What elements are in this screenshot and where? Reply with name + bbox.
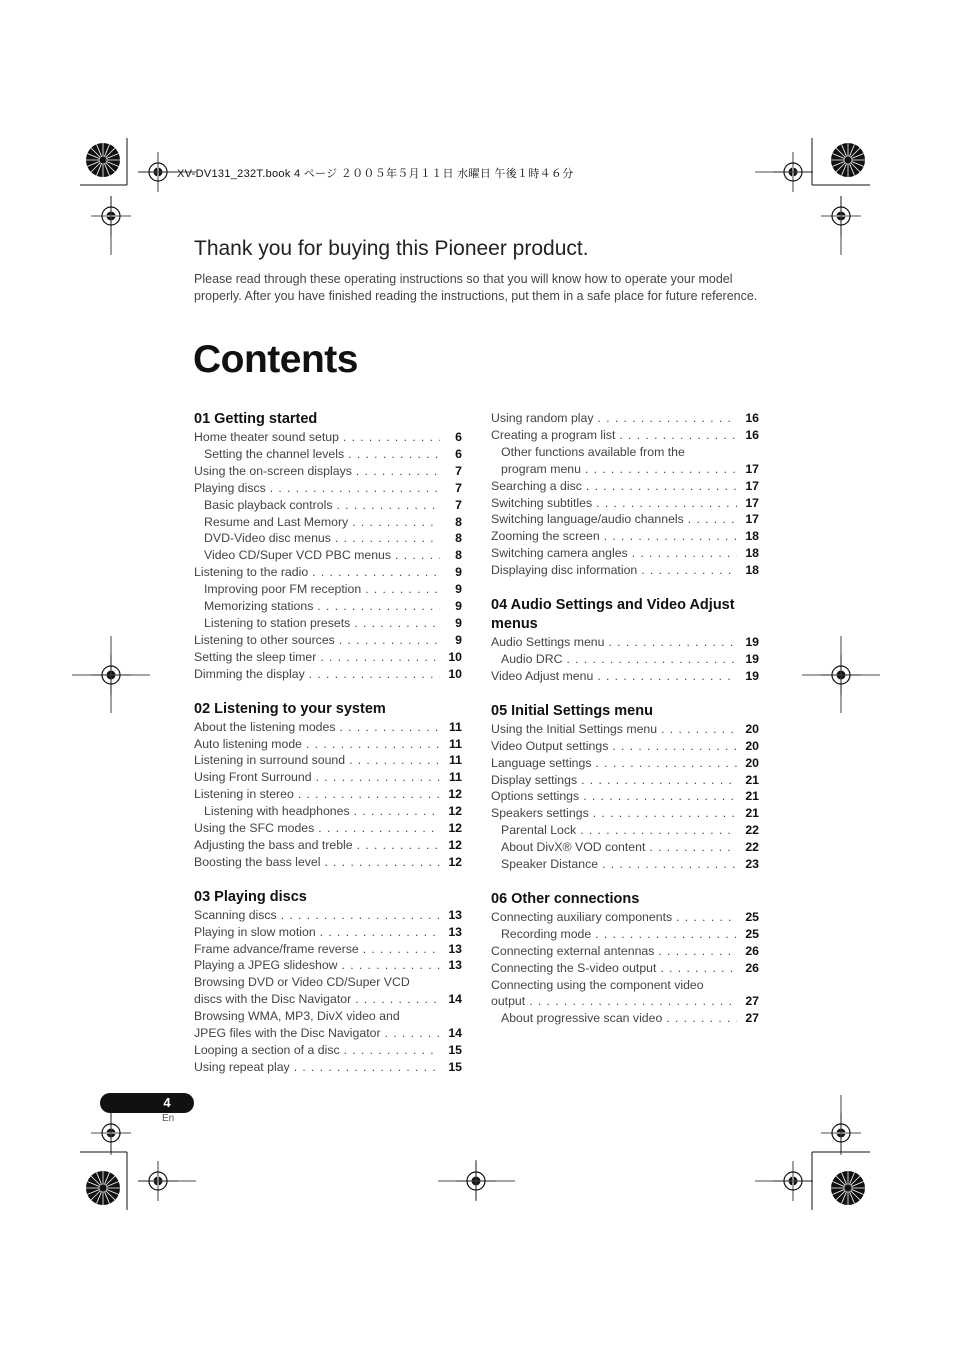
page-language: En xyxy=(162,1113,175,1124)
contents-title: Contents xyxy=(193,338,358,381)
toc-entry[interactable]: output . . . 27 xyxy=(491,993,759,1010)
toc-entry-line[interactable]: Browsing WMA, MP3, DivX video and xyxy=(194,1009,400,1024)
section-title: 04 Audio Settings and Video Adjust menus xyxy=(491,597,735,633)
toc-entry[interactable]: Listening to station presets . . . 9 xyxy=(194,615,462,632)
toc-entry[interactable]: About the listening modes . . . 11 xyxy=(194,719,462,736)
toc-entry[interactable]: Setting the channel levels . . . 6 xyxy=(194,446,462,463)
section-title: 01 Getting started xyxy=(194,411,318,427)
section-title: 03 Playing discs xyxy=(194,888,307,905)
toc-entry[interactable]: DVD-Video disc menus . . . 8 xyxy=(194,530,462,547)
toc-entry-line[interactable]: Other functions available from the xyxy=(501,444,685,459)
toc-entry[interactable]: Connecting auxiliary components . . . 25 xyxy=(491,909,759,926)
page-headline: Thank you for buying this Pioneer product. xyxy=(194,237,589,260)
toc-entry[interactable]: Listening with headphones . . . 12 xyxy=(194,803,462,820)
section-title: 05 Initial Settings menu xyxy=(491,702,653,719)
toc-entry[interactable]: Using random play . . . 16 xyxy=(491,410,759,427)
toc-entry[interactable]: Setting the sleep timer . . . 10 xyxy=(194,649,462,666)
toc-entry[interactable]: Video Adjust menu . . . 19 xyxy=(491,668,759,685)
toc-entry[interactable]: Scanning discs . . . 13 xyxy=(194,907,462,924)
toc-entry[interactable]: Improving poor FM reception . . . 9 xyxy=(194,581,462,598)
toc-entry[interactable]: Home theater sound setup . . . 6 xyxy=(194,429,462,446)
toc-entry[interactable]: Searching a disc . . . 17 xyxy=(491,478,759,495)
toc-section-audio-video xyxy=(491,596,759,685)
toc-entry[interactable]: Recording mode . . . 25 xyxy=(491,926,759,943)
toc-entry[interactable]: Creating a program list . . . 16 xyxy=(491,427,759,444)
toc-entry[interactable]: Displaying disc information . . . 18 xyxy=(491,562,759,579)
toc-entry[interactable]: discs with the Disc Navigator . . . 14 xyxy=(194,991,462,1008)
toc-section-getting-started xyxy=(194,410,462,683)
toc-entry[interactable]: Using the Initial Settings menu . . . 20 xyxy=(491,721,759,738)
toc-section-initial-settings xyxy=(491,702,759,873)
toc-entry[interactable]: Memorizing stations . . . 9 xyxy=(194,598,462,615)
toc-entry[interactable]: Switching camera angles . . . 18 xyxy=(491,545,759,562)
toc-entry-line[interactable]: Connecting using the component video xyxy=(491,977,704,992)
toc-entry[interactable]: Listening to other sources . . . 9 xyxy=(194,632,462,649)
toc-entry[interactable]: Using the on-screen displays . . . 7 xyxy=(194,463,462,480)
toc-entry[interactable]: Options settings . . . 21 xyxy=(491,788,759,805)
toc-entry[interactable]: Video CD/Super VCD PBC menus . . . 8 xyxy=(194,547,462,564)
section-title: 02 Listening to your system xyxy=(194,700,386,717)
intro-paragraph: Please read through these operating instructions so that you will know how to operate your model properly. After you have finished reading the instructions, put them in a safe place for future reference. xyxy=(194,272,758,303)
toc-entry[interactable]: Video Output settings . . . 20 xyxy=(491,738,759,755)
toc-entry[interactable]: Looping a section of a disc . . . 15 xyxy=(194,1042,462,1059)
toc-entry[interactable]: Basic playback controls . . . 7 xyxy=(194,497,462,514)
page-number-badge xyxy=(100,1093,194,1113)
toc-entry[interactable]: Connecting the S-video output . . . 26 xyxy=(491,960,759,977)
toc-section-playing-discs xyxy=(194,888,462,1076)
toc-entry[interactable]: program menu . . . 17 xyxy=(491,461,759,478)
toc-entry[interactable]: Boosting the bass level . . . 12 xyxy=(194,854,462,871)
toc-entry[interactable]: Frame advance/frame reverse . . . 13 xyxy=(194,941,462,958)
toc-entry[interactable]: Playing discs . . . 7 xyxy=(194,480,462,497)
toc-entry[interactable]: JPEG files with the Disc Navigator . . . 14 xyxy=(194,1025,462,1042)
toc-entry[interactable]: About progressive scan video . . . 27 xyxy=(491,1010,759,1027)
toc-entry[interactable]: Using Front Surround . . . 11 xyxy=(194,769,462,786)
toc-section-other-connections xyxy=(491,890,759,1027)
toc-entry[interactable]: Resume and Last Memory . . . 8 xyxy=(194,514,462,531)
toc-entry[interactable]: Speaker Distance . . . 23 xyxy=(491,856,759,873)
toc-entry[interactable]: Listening to the radio . . . 9 xyxy=(194,564,462,581)
toc-entry[interactable]: Listening in surround sound . . . 11 xyxy=(194,752,462,769)
toc-entry[interactable]: Audio DRC . . . 19 xyxy=(491,651,759,668)
toc-section-playing-discs-continued xyxy=(491,410,759,579)
toc-entry[interactable]: Switching subtitles . . . 17 xyxy=(491,495,759,512)
toc-left-column xyxy=(194,410,462,1093)
toc-entry[interactable]: Auto listening mode . . . 11 xyxy=(194,736,462,753)
toc-entry[interactable]: Language settings . . . 20 xyxy=(491,755,759,772)
toc-entry[interactable]: Audio Settings menu . . . 19 xyxy=(491,634,759,651)
toc-entry[interactable]: Zooming the screen . . . 18 xyxy=(491,528,759,545)
toc-entry[interactable]: Speakers settings . . . 21 xyxy=(491,805,759,822)
toc-entry-line[interactable]: Browsing DVD or Video CD/Super VCD xyxy=(194,975,410,990)
toc-right-column xyxy=(491,410,759,1044)
toc-entry[interactable]: Using repeat play . . . 15 xyxy=(194,1059,462,1076)
toc-entry[interactable]: Display settings . . . 21 xyxy=(491,772,759,789)
section-title: 06 Other connections xyxy=(491,890,640,907)
toc-entry[interactable]: Switching language/audio channels . . . 17 xyxy=(491,511,759,528)
toc-entry[interactable]: Dimming the display . . . 10 xyxy=(194,666,462,683)
toc-entry[interactable]: Listening in stereo . . . 12 xyxy=(194,786,462,803)
toc-entry[interactable]: Using the SFC modes . . . 12 xyxy=(194,820,462,837)
toc-entry[interactable]: Parental Lock . . . 22 xyxy=(491,822,759,839)
toc-entry[interactable]: Adjusting the bass and treble . . . 12 xyxy=(194,837,462,854)
page-number: 4 xyxy=(163,1095,171,1110)
toc-entry[interactable]: Connecting external antennas . . . 26 xyxy=(491,943,759,960)
book-file-header: XV-DV131_232T.book 4 ページ ２００５年５月１１日 水曜日 午後１時４６分 xyxy=(177,168,574,180)
toc-entry[interactable]: Playing a JPEG slideshow . . . 13 xyxy=(194,957,462,974)
toc-entry[interactable]: Playing in slow motion . . . 13 xyxy=(194,924,462,941)
toc-entry[interactable]: About DivX® VOD content . . . 22 xyxy=(491,839,759,856)
toc-section-listening xyxy=(194,700,462,871)
